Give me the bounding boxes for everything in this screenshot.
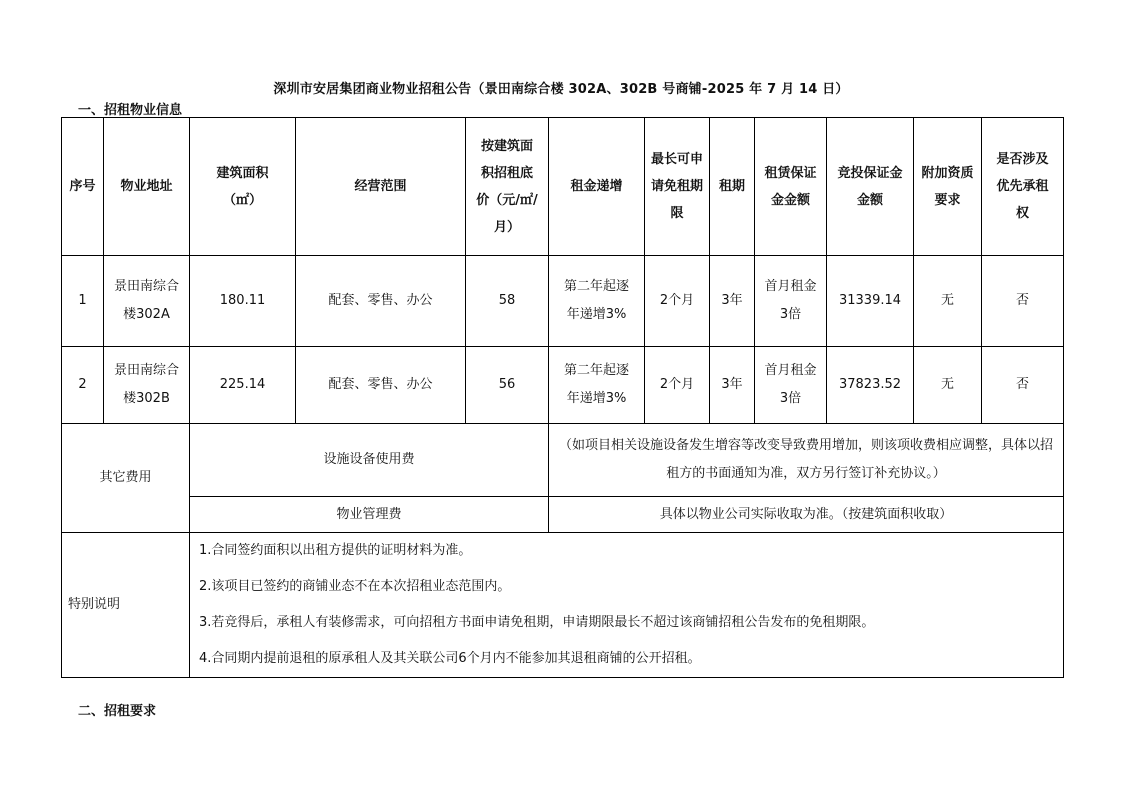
cell-priority: 否 — [982, 347, 1064, 424]
facility-fee-note: （如项目相关设施设备发生增容等改变导致费用增加，则该项收费相应调整，具体以招租方的书面通知为准，双方另行签订补充协议。） — [549, 424, 1064, 497]
special-note-item: 2.该项目已签约的商铺业态不在本次招租业态范围内。 — [199, 579, 511, 594]
cell-free: 2个月 — [645, 347, 710, 424]
cell-no: 2 — [62, 347, 104, 424]
cell-address: 景田南综合楼302B — [104, 347, 190, 424]
cell-term: 3年 — [710, 256, 755, 347]
cell-term: 3年 — [710, 347, 755, 424]
other-fees-label: 其它费用 — [62, 424, 190, 533]
table-row — [62, 347, 1064, 424]
cell-qual: 无 — [914, 347, 982, 424]
cell-area: 180.11 — [190, 256, 296, 347]
cell-qual: 无 — [914, 256, 982, 347]
header-free: 最长可申请免租期限 — [645, 118, 710, 256]
header-scope: 经营范围 — [296, 118, 466, 256]
other-fees-row-property — [62, 497, 1064, 533]
special-note-item: 1.合同签约面积以出租方提供的证明材料为准。 — [199, 543, 472, 558]
cell-deposit: 首月租金3倍 — [755, 347, 827, 424]
special-note-item: 4.合同期内提前退租的原承租人及其关联公司6个月内不能参加其退租商铺的公开招租。 — [199, 651, 701, 666]
header-no: 序号 — [62, 118, 104, 256]
cell-bid: 31339.14 — [827, 256, 914, 347]
special-notes-row — [62, 533, 1064, 678]
header-price: 按建筑面积招租底价（元/㎡/月） — [466, 118, 549, 256]
cell-price: 56 — [466, 347, 549, 424]
cell-priority: 否 — [982, 256, 1064, 347]
special-notes-label: 特别说明 — [62, 533, 190, 678]
special-notes-content — [190, 533, 1064, 678]
cell-no: 1 — [62, 256, 104, 347]
document-title: 深圳市安居集团商业物业招租公告（景田南综合楼 302A、302B 号商铺-2025 年 7 月 14 日） — [273, 82, 849, 97]
cell-increase: 第二年起逐年递增3% — [549, 256, 645, 347]
cell-increase: 第二年起逐年递增3% — [549, 347, 645, 424]
table-row — [62, 256, 1064, 347]
header-qual: 附加资质要求 — [914, 118, 982, 256]
header-term: 租期 — [710, 118, 755, 256]
special-note-item: 3.若竞得后，承租人有装修需求，可向招租方书面申请免租期，申请期限最长不超过该商铺招租公告发布的免租期限。 — [199, 615, 875, 630]
property-fee-label: 物业管理费 — [190, 497, 549, 533]
section-heading-requirements: 二、招租要求 — [78, 704, 157, 719]
header-bid: 竞投保证金金额 — [827, 118, 914, 256]
header-priority: 是否涉及优先承租权 — [982, 118, 1064, 256]
cell-area: 225.14 — [190, 347, 296, 424]
header-deposit: 租赁保证金金额 — [755, 118, 827, 256]
header-area: 建筑面积（㎡） — [190, 118, 296, 256]
header-increase: 租金递增 — [549, 118, 645, 256]
property-fee-note: 具体以物业公司实际收取为准。（按建筑面积收取） — [549, 497, 1064, 533]
cell-deposit: 首月租金3倍 — [755, 256, 827, 347]
header-address: 物业地址 — [104, 118, 190, 256]
facility-fee-label: 设施设备使用费 — [190, 424, 549, 497]
cell-price: 58 — [466, 256, 549, 347]
cell-bid: 37823.52 — [827, 347, 914, 424]
property-table — [61, 117, 1064, 678]
table-header-row — [62, 118, 1064, 256]
cell-free: 2个月 — [645, 256, 710, 347]
cell-address: 景田南综合楼302A — [104, 256, 190, 347]
section-heading-property-info: 一、招租物业信息 — [78, 103, 183, 118]
cell-scope: 配套、零售、办公 — [296, 256, 466, 347]
cell-scope: 配套、零售、办公 — [296, 347, 466, 424]
other-fees-row-facility — [62, 424, 1064, 497]
